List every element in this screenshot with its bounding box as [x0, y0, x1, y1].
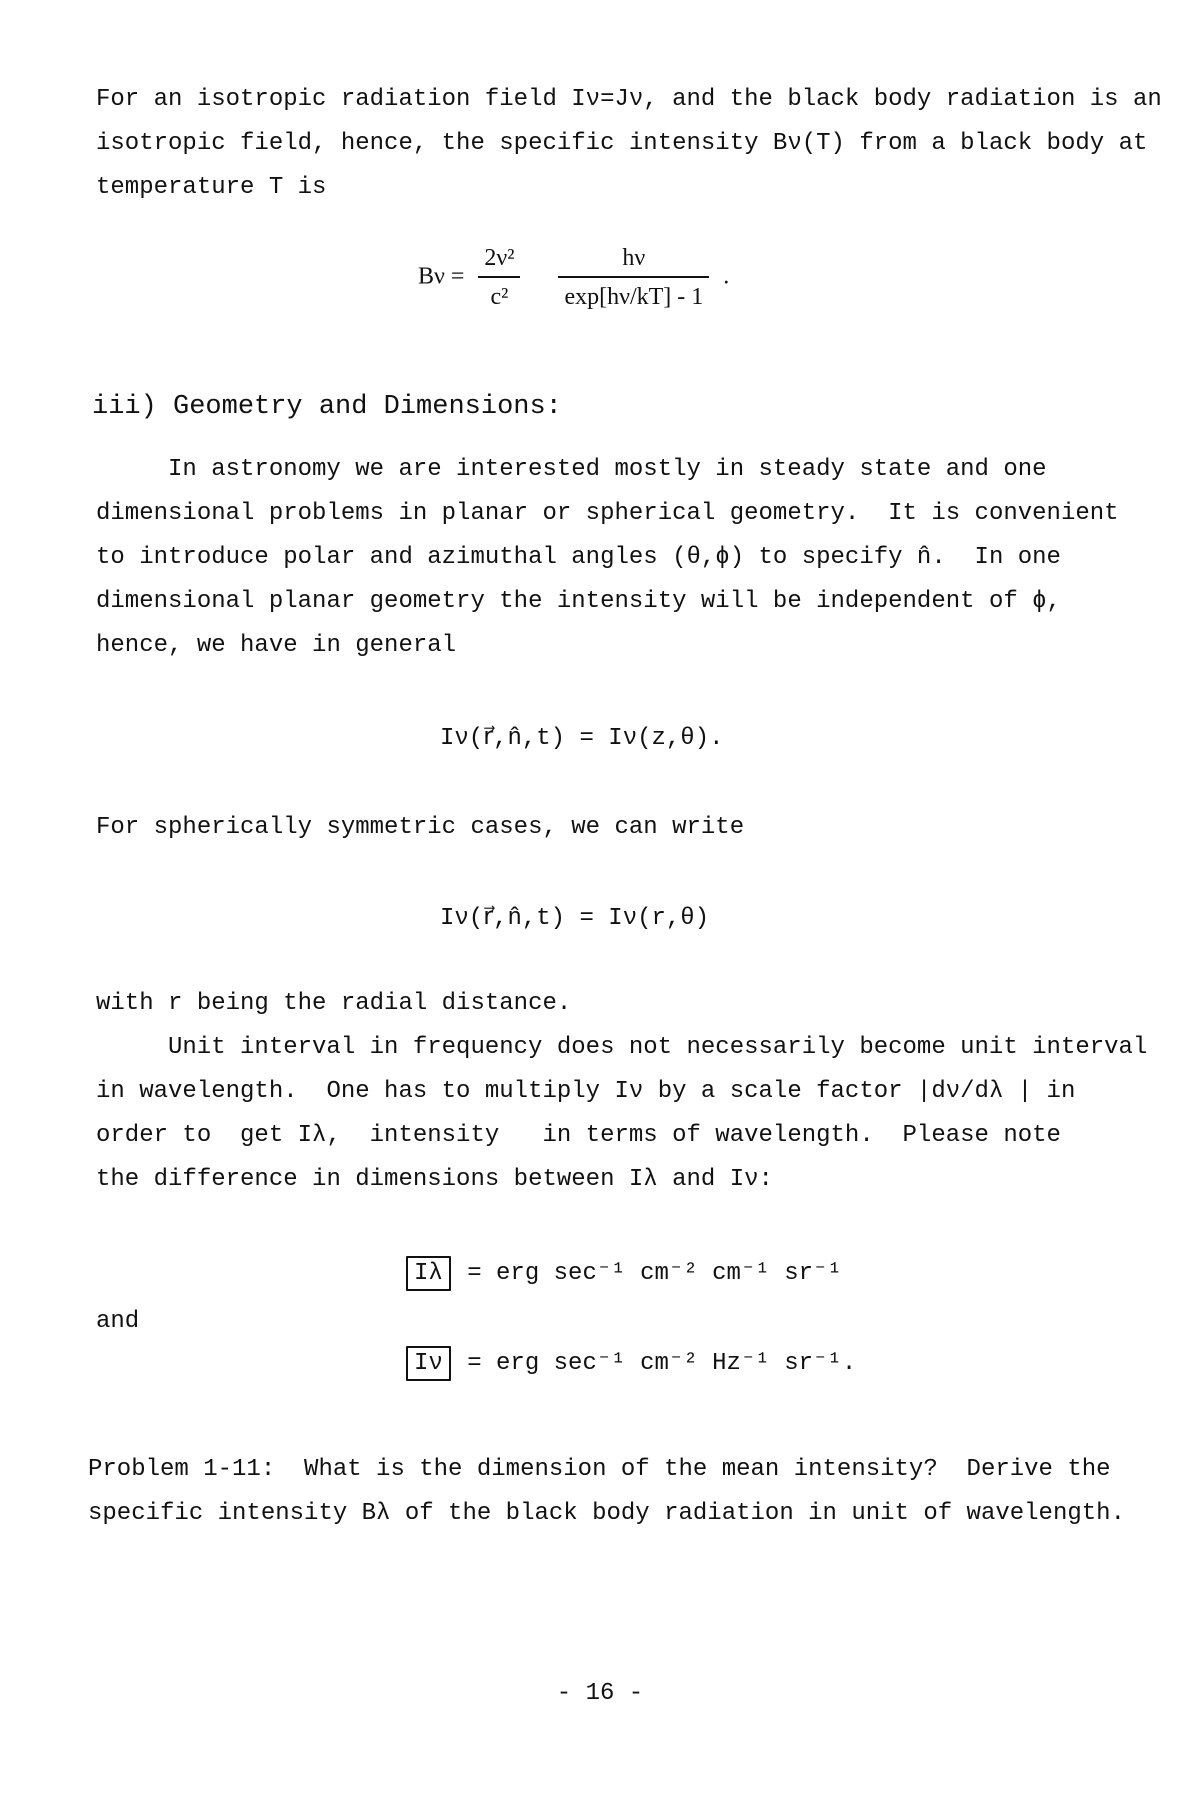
fraction-denominator: c²: [490, 284, 509, 310]
fraction-numerator: hν: [558, 245, 709, 278]
text-line: dimensional problems in planar or spherical geometry. It is convenient: [96, 500, 1119, 527]
units-value: = erg sec⁻¹ cm⁻² cm⁻¹ sr⁻¹: [467, 1260, 842, 1287]
fraction-exponential: [558, 245, 709, 311]
spherical-intensity-equation: Iν(r⃗,n̂,t) = Iν(r,θ): [440, 905, 710, 932]
fraction-prefactor: [478, 245, 520, 311]
fraction-denominator: exp[hν/kT] - 1: [564, 284, 704, 310]
planar-intensity-equation: Iν(r⃗,n̂,t) = Iν(z,θ).: [440, 725, 724, 752]
paragraph-wavelength: [96, 982, 1156, 1202]
section-heading: iii) Geometry and Dimensions:: [92, 392, 562, 422]
units-value: = erg sec⁻¹ cm⁻² Hz⁻¹ sr⁻¹.: [467, 1350, 857, 1377]
equation-period: .: [723, 263, 730, 290]
dimension-bracket: Iν: [406, 1346, 451, 1381]
text-line: the difference in dimensions between Iλ and Iν:: [96, 1166, 773, 1193]
equation-lhs: Bν =: [418, 263, 465, 290]
paragraph-geometry: [96, 448, 1156, 668]
text-line: hence, we have in general: [96, 632, 457, 659]
and-label: and: [96, 1308, 140, 1335]
units-i-lambda: [404, 1256, 842, 1291]
text-line: In astronomy we are interested mostly in steady state and one: [168, 456, 1047, 483]
dimension-bracket: Iλ: [406, 1256, 451, 1291]
text-line: order to get Iλ, intensity in terms of wavelength. Please note: [96, 1122, 1061, 1149]
text-line: Unit interval in frequency does not necessarily become unit interval: [168, 1034, 1148, 1061]
text-line: isotropic field, hence, the specific intensity Bν(T) from a black body at: [96, 130, 1148, 157]
page-number: - 16 -: [556, 1680, 644, 1707]
text-line: For spherically symmetric cases, we can write: [96, 814, 745, 841]
text-line: specific intensity Bλ of the black body radiation in unit of wavelength.: [88, 1500, 1125, 1527]
paragraph-isotropic: [96, 78, 1162, 210]
fraction-numerator: 2ν²: [478, 245, 520, 278]
text-line: For an isotropic radiation field Iν=Jν, and the black body radiation is an: [96, 86, 1162, 113]
text-line: in wavelength. One has to multiply Iν by a scale factor |dν/dλ | in: [96, 1078, 1076, 1105]
text-line: to introduce polar and azimuthal angles (θ,ϕ) to specify n̂. In one: [96, 544, 1061, 571]
text-line: temperature T is: [96, 174, 327, 201]
paragraph-spherical: [96, 806, 1156, 850]
text-line: with r being the radial distance.: [96, 990, 572, 1017]
planck-equation: [418, 245, 729, 311]
text-line: dimensional planar geometry the intensity will be independent of ϕ,: [96, 588, 1061, 615]
units-i-nu: [404, 1346, 856, 1381]
problem-statement: [88, 1448, 1148, 1536]
text-line: Problem 1-11: What is the dimension of the mean intensity? Derive the: [88, 1456, 1111, 1483]
